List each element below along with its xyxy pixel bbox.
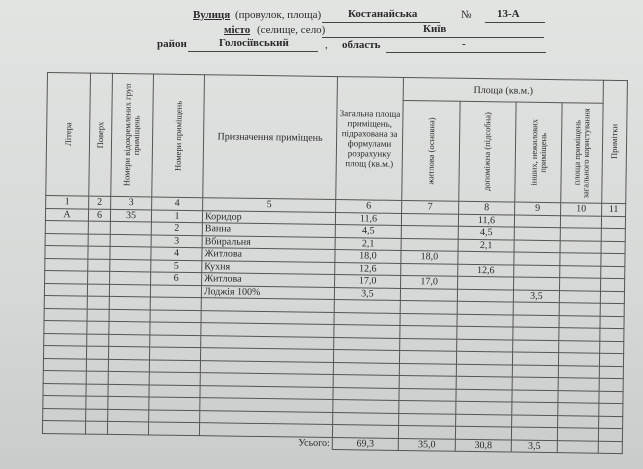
- cell-empty: [333, 412, 399, 425]
- col-num: 3: [111, 196, 152, 209]
- cell-empty: [511, 427, 557, 440]
- cell-empty: [513, 327, 559, 340]
- cell-other: [514, 265, 560, 278]
- cell-empty: [149, 372, 200, 385]
- city-label: місто: [224, 24, 251, 36]
- cell-empty: [558, 365, 599, 378]
- cell-empty: [149, 409, 200, 422]
- cell-aux: [457, 289, 513, 302]
- cell-group: [109, 284, 150, 297]
- cell-empty: [43, 358, 86, 371]
- cell-empty: [399, 350, 456, 363]
- cell-aux: 11,6: [458, 214, 514, 227]
- cell-empty: [43, 408, 86, 421]
- totals-living: 35,0: [398, 438, 455, 451]
- cell-empty: [558, 353, 599, 366]
- cell-empty: [150, 309, 201, 322]
- cell-other: [514, 240, 560, 253]
- district-comma: ,: [325, 39, 328, 51]
- cell-empty: [512, 365, 558, 378]
- cell-letter: [45, 233, 88, 246]
- cell-empty: [559, 315, 600, 328]
- col-header-group-numbers: Номери відокремлених груп приміщень: [111, 73, 154, 197]
- cell-living: [401, 225, 458, 238]
- cell-empty: [86, 396, 108, 409]
- cell-empty: [456, 364, 512, 377]
- number-underline: [485, 22, 545, 23]
- cell-empty: [42, 420, 85, 433]
- cell-empty: [107, 421, 148, 434]
- cell-empty: [559, 328, 600, 341]
- cell-empty: [599, 391, 623, 404]
- cell-empty: [457, 301, 513, 314]
- city-value: Київ: [423, 23, 447, 35]
- cell-living: [401, 213, 458, 226]
- cell-empty: [44, 308, 87, 321]
- cell-empty: [512, 390, 558, 403]
- col-header-living: житлова (основна): [402, 101, 460, 202]
- cell-purpose: Коридор: [202, 210, 335, 224]
- cell-empty: [109, 296, 150, 309]
- cell-floor: [88, 246, 110, 259]
- cell-empty: [512, 352, 558, 365]
- col-num: 2: [89, 196, 111, 209]
- number-value: 13-А: [497, 8, 520, 20]
- cell-empty: [558, 415, 599, 428]
- cell-other: [514, 215, 560, 228]
- cell-group: [110, 259, 151, 272]
- col-num: 7: [402, 200, 459, 213]
- cell-empty: [399, 375, 456, 388]
- cell-empty: [456, 401, 512, 414]
- cell-num: [150, 284, 201, 297]
- cell-empty: [108, 396, 149, 409]
- cell-empty: [601, 253, 625, 266]
- cell-empty: [558, 390, 599, 403]
- col-num: 10: [561, 203, 602, 216]
- cell-empty: [86, 371, 108, 384]
- cell-empty: [600, 328, 624, 341]
- col-header-auxiliary: допоміжна (підсобна): [459, 101, 516, 202]
- cell-empty: [108, 409, 149, 422]
- cell-empty: [108, 359, 149, 372]
- col-num: 8: [459, 201, 515, 214]
- cell-empty: [398, 425, 455, 438]
- cell-empty: [559, 303, 600, 316]
- col-header-area-group: Площа (кв.м.): [403, 77, 603, 103]
- cell-empty: [149, 347, 200, 360]
- cell-num: 1: [151, 209, 202, 222]
- cell-floor: [88, 221, 110, 234]
- cell-aux: [458, 276, 514, 289]
- cell-empty: [150, 334, 201, 347]
- cell-empty: [558, 378, 599, 391]
- cell-empty: [399, 388, 456, 401]
- cell-group: 35: [110, 209, 151, 222]
- cell-letter: [45, 270, 88, 283]
- cell-letter: [45, 220, 88, 233]
- cell-empty: [560, 240, 601, 253]
- cell-purpose: Ванна: [202, 223, 335, 237]
- cell-empty: [149, 359, 200, 372]
- explication-table: [42, 72, 628, 454]
- cell-empty: [600, 341, 624, 354]
- cell-empty: [333, 350, 399, 363]
- cell-empty: [513, 315, 559, 328]
- cell-empty: [400, 338, 457, 351]
- cell-letter: [45, 245, 88, 258]
- cell-empty: [334, 325, 400, 338]
- col-num: 6: [336, 200, 402, 213]
- cell-empty: [560, 215, 601, 228]
- cell-empty: [455, 426, 511, 439]
- col-header-nonliving: інших, нежилових приміщень: [515, 102, 562, 202]
- cell-empty: [85, 421, 107, 434]
- cell-empty: [334, 337, 400, 350]
- cell-floor: [88, 259, 110, 272]
- col-header-floor: Поверх: [89, 73, 113, 196]
- cell-empty: [44, 320, 87, 333]
- cell-empty: [600, 316, 624, 329]
- totals-common: [557, 440, 598, 453]
- cell-empty: [109, 334, 150, 347]
- cell-empty: [150, 297, 201, 310]
- totals-aux: 30,8: [455, 439, 511, 452]
- cell-empty: [43, 383, 86, 396]
- cell-empty: [560, 265, 601, 278]
- cell-empty: [334, 312, 400, 325]
- cell-empty: [149, 384, 200, 397]
- cell-empty: [600, 303, 624, 316]
- cell-empty: [44, 333, 87, 346]
- cell-empty: [87, 334, 109, 347]
- cell-empty: [87, 346, 109, 359]
- cell-empty: [333, 362, 399, 375]
- cell-empty: [457, 314, 513, 327]
- col-num: 5: [203, 198, 336, 212]
- cell-floor: [87, 284, 109, 297]
- cell-empty: [150, 322, 201, 335]
- cell-empty: [599, 416, 623, 429]
- cell-living: 17,0: [401, 275, 458, 288]
- cell-empty: [512, 415, 558, 428]
- cell-empty: [559, 290, 600, 303]
- cell-aux: [458, 251, 514, 264]
- street-value: Костанайська: [348, 8, 418, 20]
- cell-purpose: Вбиральня: [202, 235, 335, 249]
- cell-empty: [456, 414, 512, 427]
- cell-empty: [86, 409, 108, 422]
- cell-aux: 4,5: [458, 226, 514, 239]
- cell-living: [401, 238, 458, 251]
- cell-group: [110, 246, 151, 259]
- cell-empty: [559, 340, 600, 353]
- cell-empty: [109, 346, 150, 359]
- cell-empty: [399, 363, 456, 376]
- cell-total: 4,5: [335, 225, 401, 238]
- cell-total: 11,6: [335, 212, 401, 225]
- cell-empty: [599, 403, 623, 416]
- cell-purpose: Житлова: [202, 273, 335, 287]
- cell-empty: [87, 309, 109, 322]
- col-num: 4: [152, 197, 203, 210]
- totals-label: Усього:: [42, 433, 332, 450]
- cell-group: [110, 234, 151, 247]
- cell-empty: [400, 325, 457, 338]
- cell-total: 17,0: [335, 275, 401, 288]
- cell-empty: [599, 378, 623, 391]
- cell-empty: [456, 389, 512, 402]
- cell-empty: [148, 422, 199, 435]
- totals-total: 69,3: [332, 437, 398, 450]
- cell-empty: [456, 351, 512, 364]
- cell-empty: [333, 400, 399, 413]
- cell-empty: [557, 428, 598, 441]
- cell-empty: [334, 300, 400, 313]
- cell-empty: [399, 413, 456, 426]
- street-hint: (провулок, площа): [235, 9, 322, 21]
- cell-floor: 6: [88, 209, 110, 222]
- city-hint: (селище, село): [257, 24, 326, 36]
- cell-other: 3,5: [513, 290, 559, 303]
- cell-empty: [512, 377, 558, 390]
- cell-empty: [560, 278, 601, 291]
- region-label: область: [342, 39, 381, 51]
- cell-empty: [599, 353, 623, 366]
- district-underline: [188, 51, 318, 52]
- col-header-total-area: Загальна площа приміщень, підрахована за формулами розрахунку площ (кв.м.): [336, 77, 404, 201]
- cell-empty: [109, 321, 150, 334]
- cell-num: 3: [151, 234, 202, 247]
- cell-other: [514, 277, 560, 290]
- cell-total: 12,6: [335, 262, 401, 275]
- cell-empty: [333, 387, 399, 400]
- cell-group: [110, 271, 151, 284]
- cell-other: [514, 252, 560, 265]
- cell-empty: [149, 397, 200, 410]
- district-value: Голосіївський: [219, 37, 289, 49]
- cell-empty: [400, 300, 457, 313]
- cell-empty: [43, 370, 86, 383]
- cell-floor: [88, 271, 110, 284]
- cell-empty: [600, 291, 624, 304]
- cell-empty: [558, 403, 599, 416]
- cell-living: 18,0: [401, 250, 458, 263]
- cell-num: 4: [151, 247, 202, 260]
- cell-empty: [601, 228, 625, 241]
- cell-empty: [601, 241, 625, 254]
- cell-empty: [43, 395, 86, 408]
- cell-empty: [560, 228, 601, 241]
- col-header-letter: Літера: [46, 73, 91, 197]
- col-header-room-numbers: Номери приміщень: [152, 74, 205, 198]
- cell-empty: [108, 384, 149, 397]
- cell-empty: [108, 371, 149, 384]
- cell-empty: [86, 384, 108, 397]
- cell-empty: [44, 295, 87, 308]
- cell-empty: [456, 376, 512, 389]
- cell-living: [401, 263, 458, 276]
- cell-empty: [87, 296, 109, 309]
- cell-empty: [333, 375, 399, 388]
- cell-empty: [598, 428, 622, 441]
- cell-living: [400, 288, 457, 301]
- city-underline: [322, 37, 544, 38]
- cell-empty: [332, 425, 398, 438]
- cell-total: 3,5: [334, 287, 400, 300]
- cell-aux: 2,1: [458, 239, 514, 252]
- region-value: -: [462, 38, 466, 50]
- totals-notes: [598, 441, 622, 454]
- col-num: 11: [602, 203, 626, 216]
- cell-num: 6: [151, 272, 202, 285]
- col-num: 1: [46, 195, 89, 208]
- region-underline: [386, 52, 546, 53]
- col-header-notes: Примітки: [602, 80, 628, 203]
- cell-total: 2,1: [335, 237, 401, 250]
- cell-empty: [44, 345, 87, 358]
- cell-num: 5: [151, 259, 202, 272]
- col-num: 9: [515, 202, 561, 215]
- cell-empty: [457, 339, 513, 352]
- cell-total: 18,0: [335, 250, 401, 263]
- col-header-common: площа приміщень загального користування: [561, 103, 603, 203]
- cell-empty: [87, 321, 109, 334]
- cell-purpose: Кухня: [202, 260, 335, 274]
- cell-letter: [45, 258, 88, 271]
- cell-aux: 12,6: [458, 264, 514, 277]
- col-header-purpose: Призначення приміщень: [203, 75, 338, 200]
- cell-floor: [88, 234, 110, 247]
- cell-purpose: Лоджія 100%: [201, 285, 334, 299]
- cell-empty: [399, 400, 456, 413]
- cell-empty: [457, 326, 513, 339]
- cell-empty: [513, 302, 559, 315]
- totals-other: 3,5: [511, 440, 557, 453]
- cell-empty: [601, 266, 625, 279]
- cell-empty: [400, 313, 457, 326]
- cell-empty: [601, 216, 625, 229]
- cell-empty: [86, 359, 108, 372]
- cell-letter: [44, 283, 87, 296]
- street-label: Вулиця: [193, 9, 231, 21]
- cell-num: 2: [151, 222, 202, 235]
- cell-purpose: Житлова: [202, 248, 335, 262]
- district-label: район: [157, 38, 187, 50]
- cell-empty: [560, 253, 601, 266]
- cell-empty: [513, 340, 559, 353]
- number-label: №: [461, 9, 472, 21]
- cell-other: [514, 227, 560, 240]
- cell-empty: [600, 278, 624, 291]
- cell-empty: [512, 402, 558, 415]
- cell-group: [110, 221, 151, 234]
- cell-letter: А: [45, 208, 88, 221]
- cell-empty: [109, 309, 150, 322]
- cell-empty: [599, 366, 623, 379]
